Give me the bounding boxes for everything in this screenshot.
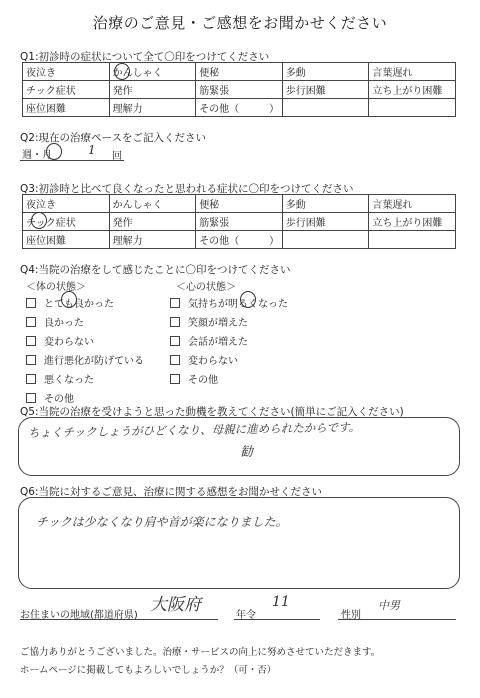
option-label: 会話が増えた [188, 337, 248, 348]
homepage-permission-note: ホームページに掲載してもよろしいでしょうか？（可・否） [20, 665, 277, 676]
q3-cell[interactable] [369, 231, 456, 249]
q4-mind-header: ＜心の状態＞ [176, 282, 236, 293]
table-row [23, 213, 456, 231]
q2-underline [20, 160, 124, 161]
q5-answer-text: ちょくチックしょうがひどくなり、母親に進められたからです。 [27, 420, 361, 440]
q2-label: Q2:現在の治療ペースをご記入ください [20, 132, 206, 144]
table-row [23, 63, 456, 81]
sex-underline [338, 619, 456, 620]
option-label: その他 [44, 394, 74, 405]
q1-cell[interactable]: 言葉遅れ [369, 63, 456, 81]
thanks-note: ご協力ありがとうございました。治療・サービスの向上に努めさせていただきます。 [20, 647, 381, 658]
q1-cell[interactable]: 筋緊張 [196, 81, 283, 99]
q4-body-option[interactable] [26, 333, 94, 348]
option-label: 悪くなった [44, 375, 94, 386]
q3-cell[interactable]: 歩行困難 [282, 213, 369, 231]
checkbox[interactable] [170, 355, 180, 365]
address-underline [20, 619, 218, 620]
q4-mind-option[interactable] [170, 314, 248, 329]
q4-mind-option[interactable] [170, 371, 218, 386]
q1-cell[interactable]: 便秘 [196, 63, 283, 81]
q2-count-value[interactable]: 1 [88, 143, 96, 157]
sex-label: 性別 [341, 610, 361, 621]
option-label: 良かった [44, 318, 84, 329]
q3-cell[interactable]: チック症状 [23, 213, 110, 231]
q1-cell[interactable]: 理解力 [109, 99, 196, 117]
q3-label: Q3:初診時と比べて良くなったと思われる症状に〇印をつけてください [20, 183, 354, 195]
q3-cell[interactable]: 立ち上がり困難 [369, 213, 456, 231]
q1-cell[interactable] [369, 99, 456, 117]
checkbox[interactable] [26, 336, 36, 346]
q3-cell[interactable]: 理解力 [109, 231, 196, 249]
q4-mind-option[interactable] [170, 333, 248, 348]
table-row [23, 81, 456, 99]
q1-symptom-table [22, 62, 456, 117]
q6-answer-box[interactable] [18, 497, 460, 589]
handwritten-circle-mark [240, 291, 256, 308]
q4-body-option[interactable] [26, 371, 94, 386]
checkbox[interactable] [26, 393, 36, 403]
checkbox[interactable] [26, 374, 36, 384]
q3-cell[interactable]: 座位困難 [23, 231, 110, 249]
q3-cell[interactable]: 言葉遅れ [369, 195, 456, 213]
age-value[interactable]: 11 [272, 594, 290, 610]
q1-cell[interactable]: その他（ ） [196, 99, 283, 117]
q1-cell[interactable]: 歩行困難 [282, 81, 369, 99]
option-label: 変わらない [44, 337, 94, 348]
option-label: 変わらない [188, 356, 238, 367]
q1-cell[interactable]: かんしゃく [109, 63, 196, 81]
q3-cell[interactable]: 発作 [109, 213, 196, 231]
checkbox[interactable] [26, 317, 36, 327]
option-label: 進行悪化が防げている [44, 356, 144, 367]
q3-cell[interactable]: 多動 [282, 195, 369, 213]
address-value[interactable]: 大阪府 [150, 595, 201, 615]
q3-cell[interactable]: 夜泣き [23, 195, 110, 213]
address-label: お住まいの地域(都道府県) [20, 610, 138, 621]
table-row [23, 99, 456, 117]
q2-week-month: 週・月 [22, 150, 52, 161]
q1-cell[interactable]: 夜泣き [23, 63, 110, 81]
q1-cell[interactable]: 座位困難 [23, 99, 110, 117]
q6-answer-text: チックは少なくなり肩や首が楽になりました。 [36, 515, 288, 529]
q1-cell[interactable]: 多動 [282, 63, 369, 81]
checkbox[interactable] [170, 374, 180, 384]
checkbox[interactable] [170, 317, 180, 327]
q4-body-option[interactable] [26, 390, 74, 405]
checkbox[interactable] [26, 298, 36, 308]
q3-symptom-table [22, 194, 456, 249]
q4-body-option[interactable] [26, 352, 144, 367]
sex-value[interactable]: 中男 [378, 599, 400, 612]
q1-label: Q1:初診時の症状について全て〇印をつけてください [20, 51, 270, 63]
q4-mind-option[interactable] [170, 352, 238, 367]
q1-cell[interactable]: チック症状 [23, 81, 110, 99]
q1-cell[interactable]: 立ち上がり困難 [369, 81, 456, 99]
q2-unit: 回 [112, 151, 122, 162]
table-row [23, 195, 456, 213]
q1-cell[interactable]: 発作 [109, 81, 196, 99]
table-row [23, 231, 456, 249]
q6-label: Q6:当院に対するご意見、治療に関する感想をお聞かせください [20, 486, 322, 498]
q3-cell[interactable]: かんしゃく [109, 195, 196, 213]
q1-cell[interactable] [282, 99, 369, 117]
q3-cell[interactable]: 便秘 [196, 195, 283, 213]
handwritten-circle-mark [31, 212, 47, 229]
age-underline [234, 619, 320, 620]
q4-label: Q4:当院の治療をして感じたことに〇印をつけてください [20, 264, 291, 276]
checkbox[interactable] [170, 336, 180, 346]
q4-mind-option[interactable] [170, 295, 288, 310]
handwritten-circle-mark [114, 63, 130, 80]
q4-body-header: ＜体の状態＞ [26, 282, 86, 293]
option-label: その他 [188, 375, 218, 386]
q3-cell[interactable]: 筋緊張 [196, 213, 283, 231]
checkbox[interactable] [170, 298, 180, 308]
q5-answer-correction: 勧 [240, 445, 254, 460]
form-title: 治療のご意見・ご感想をお聞かせください [92, 14, 388, 32]
q5-label: Q5:当院の治療を受けようと思った動機を教えてください(簡単にご記入ください) [20, 406, 404, 418]
option-label: とても良かった [44, 299, 114, 310]
handwritten-circle-mark [61, 291, 77, 308]
option-label: 笑顔が増えた [188, 318, 248, 329]
checkbox[interactable] [26, 355, 36, 365]
age-label: 年令 [236, 610, 256, 621]
handwritten-circle-mark [46, 143, 62, 160]
q3-cell[interactable]: その他（ ） [196, 231, 283, 249]
q4-body-option[interactable] [26, 314, 84, 329]
q3-cell[interactable] [282, 231, 369, 249]
option-label: 気持ちが明るくなった [188, 299, 288, 310]
